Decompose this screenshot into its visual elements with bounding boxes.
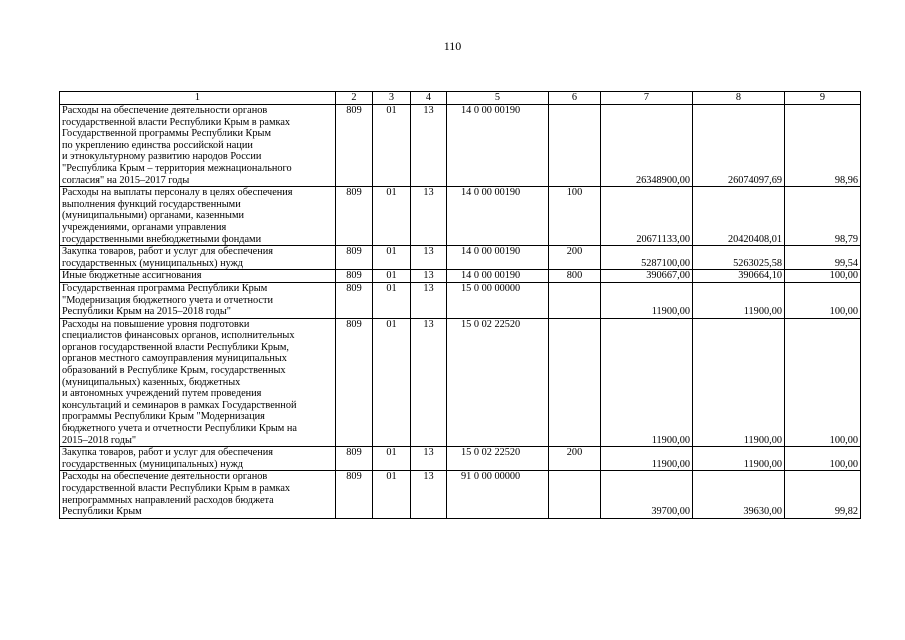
planned-amount: 5287100,00 <box>601 246 693 270</box>
table-row <box>60 187 861 246</box>
section-code: 01 <box>373 471 411 518</box>
table-row <box>60 282 861 318</box>
table-row <box>60 105 861 187</box>
expense-type-code <box>549 105 601 187</box>
expense-name: Расходы на обеспечение деятельности органов государственной власти Республики Крым в рамках Государственной программы Республики Крым по укреплению единства российской нации и этнокультурному развитию народов России "Республика Крым – территория межнационального согласия" на 2015–2017 годы <box>60 105 336 187</box>
ministry-code: 809 <box>336 471 373 518</box>
subsection-code: 13 <box>411 246 447 270</box>
expense-name: Иные бюджетные ассигнования <box>60 270 336 283</box>
executed-amount: 390664,10 <box>693 270 785 283</box>
table-row <box>60 318 861 447</box>
table-row <box>60 270 861 283</box>
section-code: 01 <box>373 447 411 471</box>
column-number: 2 <box>336 92 373 105</box>
executed-amount: 5263025,58 <box>693 246 785 270</box>
target-article-code: 14 0 00 00190 <box>447 187 549 246</box>
budget-table <box>59 91 861 519</box>
target-article-code: 14 0 00 00190 <box>447 246 549 270</box>
planned-amount: 20671133,00 <box>601 187 693 246</box>
expense-type-code <box>549 318 601 447</box>
executed-amount: 11900,00 <box>693 447 785 471</box>
ministry-code: 809 <box>336 187 373 246</box>
table-row <box>60 471 861 518</box>
target-article-code: 14 0 00 00190 <box>447 270 549 283</box>
expense-name: Расходы на обеспечение деятельности органов государственной власти Республики Крым в рамках непрограммных направлений расходов бюджета Республики Крым <box>60 471 336 518</box>
executed-amount: 20420408,01 <box>693 187 785 246</box>
expense-type-code: 100 <box>549 187 601 246</box>
subsection-code: 13 <box>411 447 447 471</box>
planned-amount: 11900,00 <box>601 318 693 447</box>
expense-type-code <box>549 282 601 318</box>
subsection-code: 13 <box>411 270 447 283</box>
target-article-code: 14 0 00 00190 <box>447 105 549 187</box>
ministry-code: 809 <box>336 246 373 270</box>
executed-amount: 11900,00 <box>693 318 785 447</box>
subsection-code: 13 <box>411 105 447 187</box>
expense-type-code: 200 <box>549 246 601 270</box>
planned-amount: 26348900,00 <box>601 105 693 187</box>
planned-amount: 11900,00 <box>601 447 693 471</box>
expense-name: Закупка товаров, работ и услуг для обеспечения государственных (муниципальных) нужд <box>60 447 336 471</box>
ministry-code: 809 <box>336 105 373 187</box>
target-article-code: 15 0 00 00000 <box>447 282 549 318</box>
page-number: 110 <box>443 39 462 53</box>
expense-name: Закупка товаров, работ и услуг для обеспечения государственных (муниципальных) нужд <box>60 246 336 270</box>
column-number: 7 <box>601 92 693 105</box>
execution-percent: 100,00 <box>785 270 861 283</box>
column-number: 1 <box>60 92 336 105</box>
planned-amount: 39700,00 <box>601 471 693 518</box>
table-row <box>60 246 861 270</box>
subsection-code: 13 <box>411 187 447 246</box>
execution-percent: 99,54 <box>785 246 861 270</box>
column-number: 6 <box>549 92 601 105</box>
section-code: 01 <box>373 105 411 187</box>
executed-amount: 39630,00 <box>693 471 785 518</box>
ministry-code: 809 <box>336 318 373 447</box>
target-article-code: 15 0 02 22520 <box>447 318 549 447</box>
ministry-code: 809 <box>336 282 373 318</box>
expense-name: Государственная программа Республики Крым "Модернизация бюджетного учета и отчетности Республики Крым на 2015–2018 годы" <box>60 282 336 318</box>
section-code: 01 <box>373 282 411 318</box>
ministry-code: 809 <box>336 447 373 471</box>
execution-percent: 100,00 <box>785 447 861 471</box>
ministry-code: 809 <box>336 270 373 283</box>
expense-type-code: 800 <box>549 270 601 283</box>
column-number: 8 <box>693 92 785 105</box>
column-number: 9 <box>785 92 861 105</box>
column-number: 5 <box>447 92 549 105</box>
execution-percent: 98,96 <box>785 105 861 187</box>
column-number-row <box>60 92 861 105</box>
column-number: 4 <box>411 92 447 105</box>
subsection-code: 13 <box>411 282 447 318</box>
executed-amount: 26074097,69 <box>693 105 785 187</box>
execution-percent: 100,00 <box>785 318 861 447</box>
execution-percent: 98,79 <box>785 187 861 246</box>
expense-type-code: 200 <box>549 447 601 471</box>
subsection-code: 13 <box>411 318 447 447</box>
section-code: 01 <box>373 246 411 270</box>
expense-name: Расходы на повышение уровня подготовки специалистов финансовых органов, исполнительных органов государственной власти Республики Крым, органов местного самоуправления муниципальных образований в Республике Крым, государственных (муниципальных) казенных, бюджетных и автономных учреждений путем проведения консультаций и семинаров в рамках Государственной программы Республики Крым "Модернизация бюджетного учета и отчетности Республики Крым на 2015–2018 годы" <box>60 318 336 447</box>
section-code: 01 <box>373 318 411 447</box>
section-code: 01 <box>373 187 411 246</box>
table-row <box>60 447 861 471</box>
executed-amount: 11900,00 <box>693 282 785 318</box>
planned-amount: 11900,00 <box>601 282 693 318</box>
planned-amount: 390667,00 <box>601 270 693 283</box>
section-code: 01 <box>373 270 411 283</box>
execution-percent: 99,82 <box>785 471 861 518</box>
subsection-code: 13 <box>411 471 447 518</box>
execution-percent: 100,00 <box>785 282 861 318</box>
target-article-code: 15 0 02 22520 <box>447 447 549 471</box>
target-article-code: 91 0 00 00000 <box>447 471 549 518</box>
expense-name: Расходы на выплаты персоналу в целях обеспечения выполнения функций государственными (муниципальными) органами, казенными учреждениями, органами управления государственными внебюджетными фондами <box>60 187 336 246</box>
column-number: 3 <box>373 92 411 105</box>
expense-type-code <box>549 471 601 518</box>
